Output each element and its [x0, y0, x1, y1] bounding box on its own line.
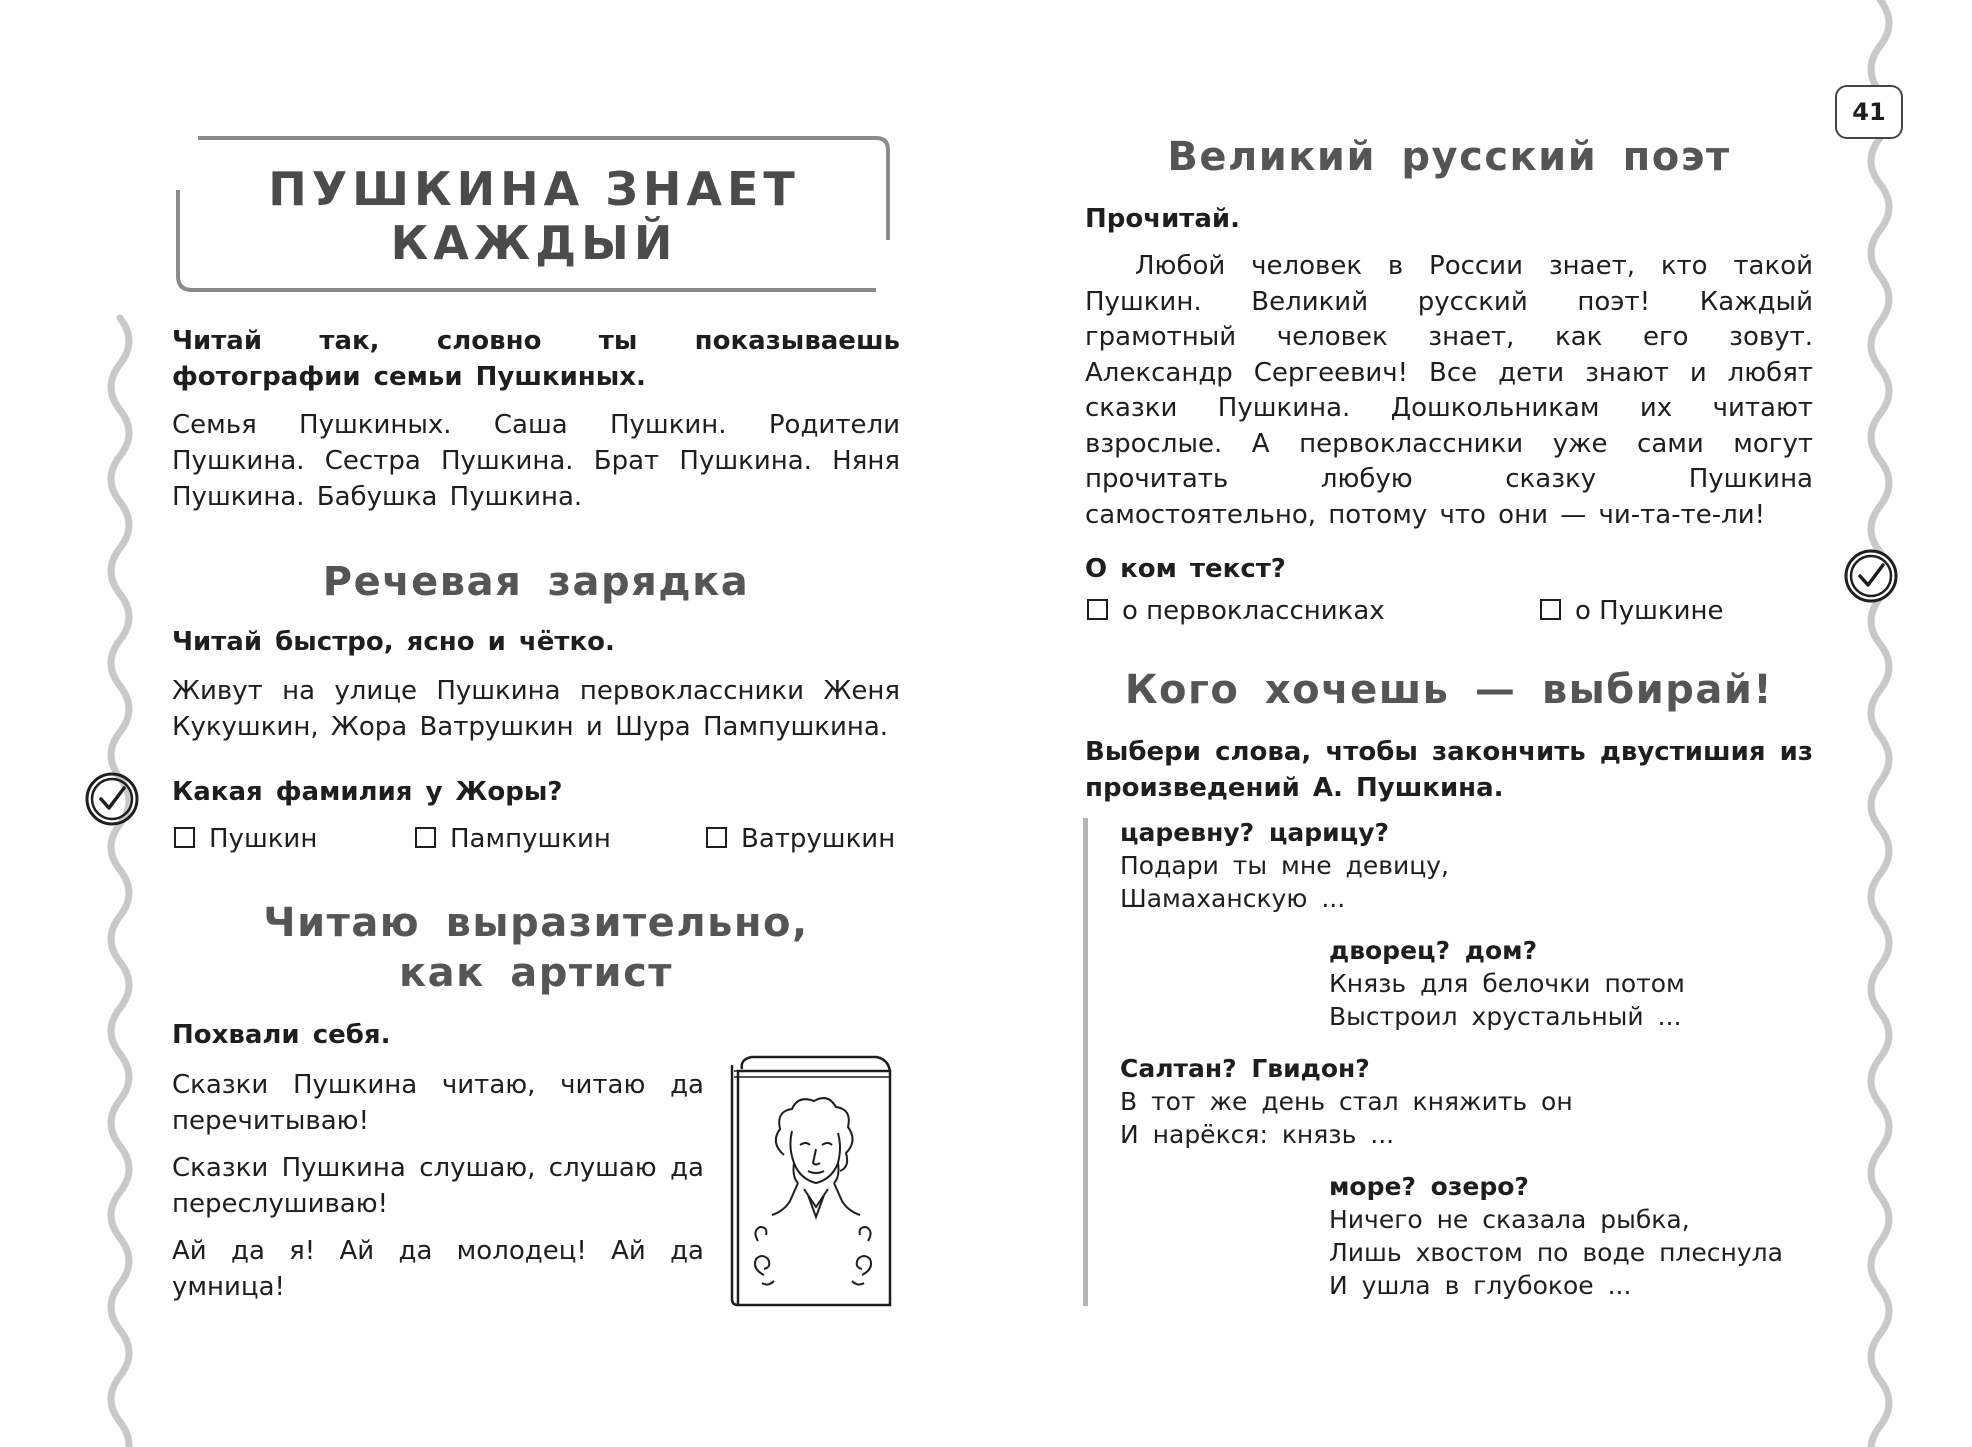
- option-label: Пампушкин: [450, 824, 611, 854]
- book-illustration: [728, 1055, 898, 1308]
- verse-choices: море? озеро?: [1329, 1172, 1529, 1201]
- section3-paragraph-1: Сказки Пушкина читаю, читаю да перечитываю!: [172, 1070, 704, 1136]
- verse-2: [1329, 934, 1685, 1033]
- section3-paragraph-3: Ай да я! Ай да молодец! Ай да умница!: [172, 1236, 704, 1302]
- verse-line: Шамаханскую ...: [1120, 884, 1346, 913]
- section3-instruction: Похвали себя.: [172, 1020, 391, 1050]
- checkbox-icon[interactable]: [706, 827, 727, 848]
- section3-heading-line-2: как артист: [399, 950, 673, 996]
- checkbox-icon[interactable]: [174, 827, 195, 848]
- option-pushkin[interactable]: [174, 822, 317, 856]
- verse-choices: дворец? дом?: [1329, 936, 1538, 965]
- section3-paragraph-2: Сказки Пушкина слушаю, слушаю да переслушиваю!: [172, 1153, 704, 1219]
- page-number: 41: [1835, 85, 1903, 139]
- checkmark-circle-icon: [84, 771, 140, 827]
- title-line-2: КАЖДЫЙ: [390, 216, 678, 270]
- checkbox-icon[interactable]: [1087, 599, 1108, 620]
- right-heading-1: Великий русский поэт: [1167, 134, 1731, 180]
- verse-choices: Салтан? Гвидон?: [1120, 1054, 1370, 1083]
- verse-4: [1329, 1170, 1783, 1302]
- section2-question: Какая фамилия у Жоры?: [172, 777, 563, 807]
- task1-instruction: Читай так, словно ты показываешь фотографии семьи Пушкиных.: [172, 326, 900, 392]
- checkmark-circle-icon: [1843, 548, 1899, 604]
- option-pampushkin[interactable]: [415, 822, 611, 856]
- verse-line: И ушла в глубокое ...: [1329, 1271, 1632, 1300]
- section2-text: Живут на улице Пушкина первоклассники Женя Кукушкин, Жора Ватрушкин и Шура Пампушкина.: [172, 676, 900, 742]
- verse-line: Князь для белочки потом: [1329, 969, 1685, 998]
- verse-line: И нарёкся: князь ...: [1120, 1120, 1395, 1149]
- checkbox-icon[interactable]: [1540, 599, 1561, 620]
- verse-line: Выстроил хрустальный ...: [1329, 1002, 1682, 1031]
- right-instruction-2: Выбери слова, чтобы закончить двустишия из произведений А. Пушкина.: [1085, 737, 1813, 803]
- page-title: [176, 162, 892, 270]
- verse-line: Ничего не сказала рыбка,: [1329, 1205, 1690, 1234]
- verse-line: Подари ты мне девицу,: [1120, 851, 1449, 880]
- option-label: о первоклассниках: [1122, 596, 1385, 626]
- wavy-border-right: [1855, 0, 1905, 1447]
- section2-instruction: Читай быстро, ясно и чётко.: [172, 627, 615, 657]
- verse-choices: царевну? царицу?: [1120, 818, 1389, 847]
- task1-text: Семья Пушкиных. Саша Пушкин. Родители Пушкина. Сестра Пушкина. Брат Пушкина. Няня Пушкина. Бабушка Пушкина.: [172, 410, 900, 512]
- section3-heading-line-1: Читаю выразительно,: [263, 900, 809, 946]
- option-vatrushkin[interactable]: [706, 822, 895, 856]
- right-text-1: Любой человек в России знает, кто такой Пушкин. Великий русский поэт! Каждый грамотный человек знает, как его зовут. Александр Сергеевич! Все дети знают и любят сказки Пушкина. Дошкольникам их читают взрослые. А первоклассники уже сами могут прочитать любую сказку Пушкина самостоятельно, потому что они — чи-та-те-ли!: [1085, 251, 1813, 530]
- wavy-border-left: [95, 0, 145, 1447]
- option-pushkine[interactable]: [1540, 594, 1724, 628]
- verse-line: Лишь хвостом по воде плеснула: [1329, 1238, 1783, 1267]
- option-label: Пушкин: [209, 824, 318, 854]
- verse-3: [1120, 1052, 1573, 1151]
- right-question-1: О ком текст?: [1085, 554, 1286, 584]
- option-label: о Пушкине: [1575, 596, 1724, 626]
- section2-heading: Речевая зарядка: [322, 559, 750, 605]
- checkbox-icon[interactable]: [415, 827, 436, 848]
- option-label: Ватрушкин: [741, 824, 896, 854]
- title-frame: [176, 136, 892, 294]
- option-pervoklassniki[interactable]: [1087, 594, 1385, 628]
- section3-heading: [172, 898, 900, 998]
- verse-line: В тот же день стал княжить он: [1120, 1087, 1573, 1116]
- verse-1: [1120, 816, 1449, 915]
- right-heading-2: Кого хочешь — выбирай!: [1124, 667, 1774, 713]
- verse-side-bar: [1083, 818, 1088, 1306]
- right-instruction-1: Прочитай.: [1085, 204, 1241, 234]
- title-line-1: ПУШКИНА ЗНАЕТ: [268, 162, 800, 216]
